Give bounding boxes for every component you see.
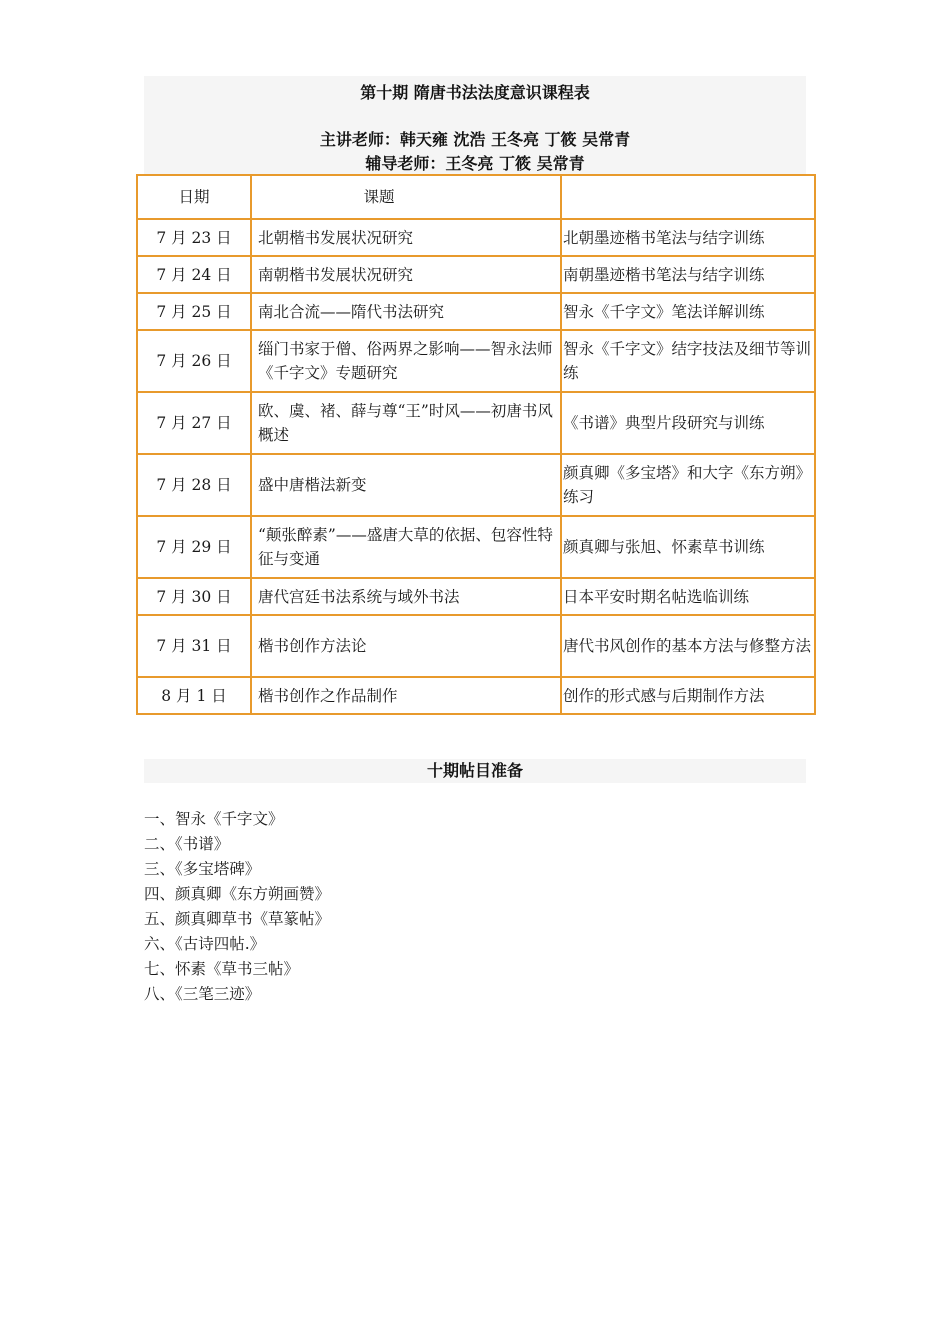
table-row: [137, 677, 815, 714]
row-date: 7 月 28 日: [137, 454, 251, 516]
table-row: [137, 219, 815, 256]
row-topic: 盛中唐楷法新变: [251, 454, 561, 516]
row-topic: 唐代宫廷书法系统与域外书法: [251, 578, 561, 615]
row-training: 唐代书风创作的基本方法与修整方法: [561, 615, 815, 677]
tutors-line: 辅导老师：王冬亮 丁筱 吴常青: [365, 154, 585, 173]
row-topic: 欧、虞、褚、薛与尊“王”时风——初唐书风概述: [251, 392, 561, 454]
row-date: 7 月 30 日: [137, 578, 251, 615]
table-row: [137, 454, 815, 516]
row-date: 7 月 27 日: [137, 392, 251, 454]
table-header-row: [137, 175, 815, 219]
table-row: [137, 330, 815, 392]
row-date: 7 月 25 日: [137, 293, 251, 330]
course-header: [144, 76, 806, 174]
row-date: 7 月 29 日: [137, 516, 251, 578]
list-item: 七、怀素《草书三帖》: [144, 960, 300, 978]
list-item: 二、《书谱》: [144, 835, 230, 853]
prep-section-title: 十期帖目准备: [144, 759, 806, 783]
list-item: 三、《多宝塔碑》: [144, 860, 261, 878]
row-training: 颜真卿《多宝塔》和大字《东方朔》练习: [561, 454, 815, 516]
list-item: 六、《古诗四帖.》: [144, 935, 266, 953]
row-training: 颜真卿与张旭、怀素草书训练: [561, 516, 815, 578]
list-item: 四、颜真卿《东方朔画赞》: [144, 885, 331, 903]
row-topic: 南朝楷书发展状况研究: [251, 256, 561, 293]
row-training: 北朝墨迹楷书笔法与结字训练: [561, 219, 815, 256]
row-training: 《书谱》典型片段研究与训练: [561, 392, 815, 454]
table-row: [137, 578, 815, 615]
row-training: 南朝墨迹楷书笔法与结字训练: [561, 256, 815, 293]
row-topic: “颠张醉素”——盛唐大草的依据、包容性特征与变通: [251, 516, 561, 578]
row-training: 智永《千字文》笔法详解训练: [561, 293, 815, 330]
table-row: [137, 392, 815, 454]
lecturers-line: 主讲老师：韩天雍 沈浩 王冬亮 丁筱 吴常青: [319, 130, 631, 149]
table-row: [137, 615, 815, 677]
schedule-table: [136, 174, 816, 715]
table-row: [137, 256, 815, 293]
column-header-training: [561, 175, 815, 219]
list-item: 八、《三笔三迹》: [144, 985, 261, 1003]
row-training: 日本平安时期名帖选临训练: [561, 578, 815, 615]
row-topic: 楷书创作方法论: [251, 615, 561, 677]
row-topic: 南北合流——隋代书法研究: [251, 293, 561, 330]
table-row: [137, 516, 815, 578]
row-training: 智永《千字文》结字技法及细节等训练: [561, 330, 815, 392]
row-date: 8 月 1 日: [137, 677, 251, 714]
row-date: 7 月 31 日: [137, 615, 251, 677]
prep-list: [144, 807, 330, 1007]
row-date: 7 月 23 日: [137, 219, 251, 256]
list-item: 五、颜真卿草书《草篆帖》: [144, 910, 331, 928]
column-header-date: 日期: [137, 175, 251, 219]
row-topic: 楷书创作之作品制作: [251, 677, 561, 714]
column-header-topic: 课题: [251, 175, 561, 219]
row-topic: 缁门书家于僧、俗两界之影响——智永法师《千字文》专题研究: [251, 330, 561, 392]
row-topic: 北朝楷书发展状况研究: [251, 219, 561, 256]
row-date: 7 月 26 日: [137, 330, 251, 392]
document-title: 第十期 隋唐书法法度意识课程表: [360, 83, 590, 102]
row-training: 创作的形式感与后期制作方法: [561, 677, 815, 714]
row-date: 7 月 24 日: [137, 256, 251, 293]
table-row: [137, 293, 815, 330]
list-item: 一、智永《千字文》: [144, 810, 284, 828]
